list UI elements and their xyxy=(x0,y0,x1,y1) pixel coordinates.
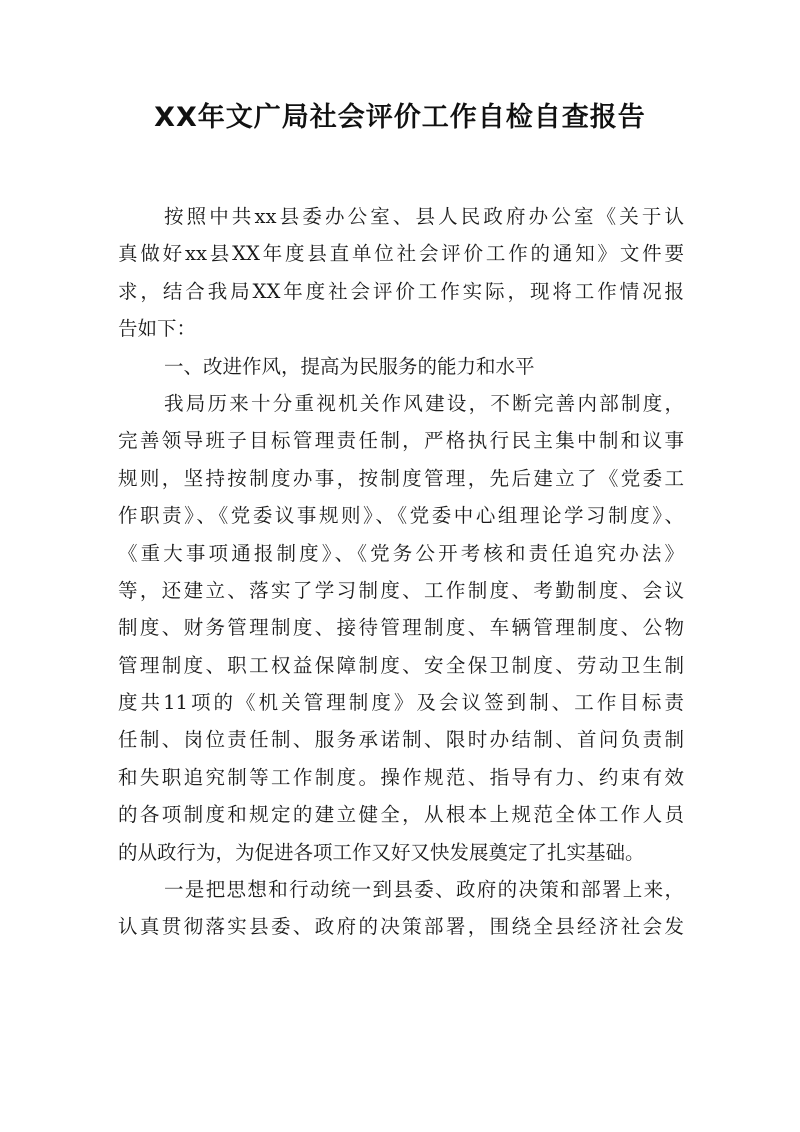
text-line: 一是把思想和行动统一到县委、政府的决策和部署上来， xyxy=(164,878,684,902)
text-line: 管理制度、职工权益保障制度、安全保卫制度、劳动卫生制 xyxy=(118,653,684,677)
text-line: 真做好xx县XX年度县直单位社会评价工作的通知》文件要 xyxy=(118,242,684,266)
text-line: 和失职追究制等工作制度。操作规范、指导有力、约束有效 xyxy=(118,765,684,789)
document-title: XX年文广局社会评价工作自检自查报告 xyxy=(154,102,646,133)
text-line: 规则，坚持按制度办事，按制度管理，先后建立了《党委工 xyxy=(118,466,684,490)
text-line: 的各项制度和规定的建立健全，从根本上规范全体工作人员 xyxy=(118,803,684,827)
text-line: 制度、财务管理制度、接待管理制度、车辆管理制度、公物 xyxy=(118,616,684,640)
text-line: 完善领导班子目标管理责任制，严格执行民主集中制和议事 xyxy=(118,429,684,453)
section-heading xyxy=(118,348,684,385)
text-line: 我局历来十分重视机关作风建设，不断完善内部制度， xyxy=(164,391,684,415)
text-line: 认真贯彻落实县委、政府的决策部署，围绕全县经济社会发 xyxy=(118,915,684,939)
paragraph-first-point xyxy=(118,871,684,946)
text-line: 作职责》、《党委议事规则》、《党委中心组理论学习制度》、 xyxy=(118,504,684,528)
paragraph-intro xyxy=(118,198,684,348)
text-line: 任制、岗位责任制、服务承诺制、限时办结制、首问负责制 xyxy=(118,728,684,752)
text-line: 按照中共xx县委办公室、县人民政府办公室《关于认 xyxy=(164,205,684,228)
text-line: 《重大事项通报制度》、《党务公开考核和责任追究办法》 xyxy=(118,541,684,565)
document-body xyxy=(118,198,684,946)
section-heading-text: 一、改进作风，提高为民服务的能力和水平 xyxy=(164,354,535,378)
text-line: 求，结合我局XX年度社会评价工作实际，现将工作情况报 xyxy=(118,279,684,303)
text-line: 等，还建立、落实了学习制度、工作制度、考勤制度、会议 xyxy=(118,578,684,602)
text-line: 的从政行为，为促进各项工作又好又快发展奠定了扎实基础。 xyxy=(118,840,645,864)
text-line: 度共11项的《机关管理制度》及会议签到制、工作目标责 xyxy=(118,691,684,715)
text-line: 告如下： xyxy=(118,317,197,341)
paragraph-systems xyxy=(118,385,684,871)
